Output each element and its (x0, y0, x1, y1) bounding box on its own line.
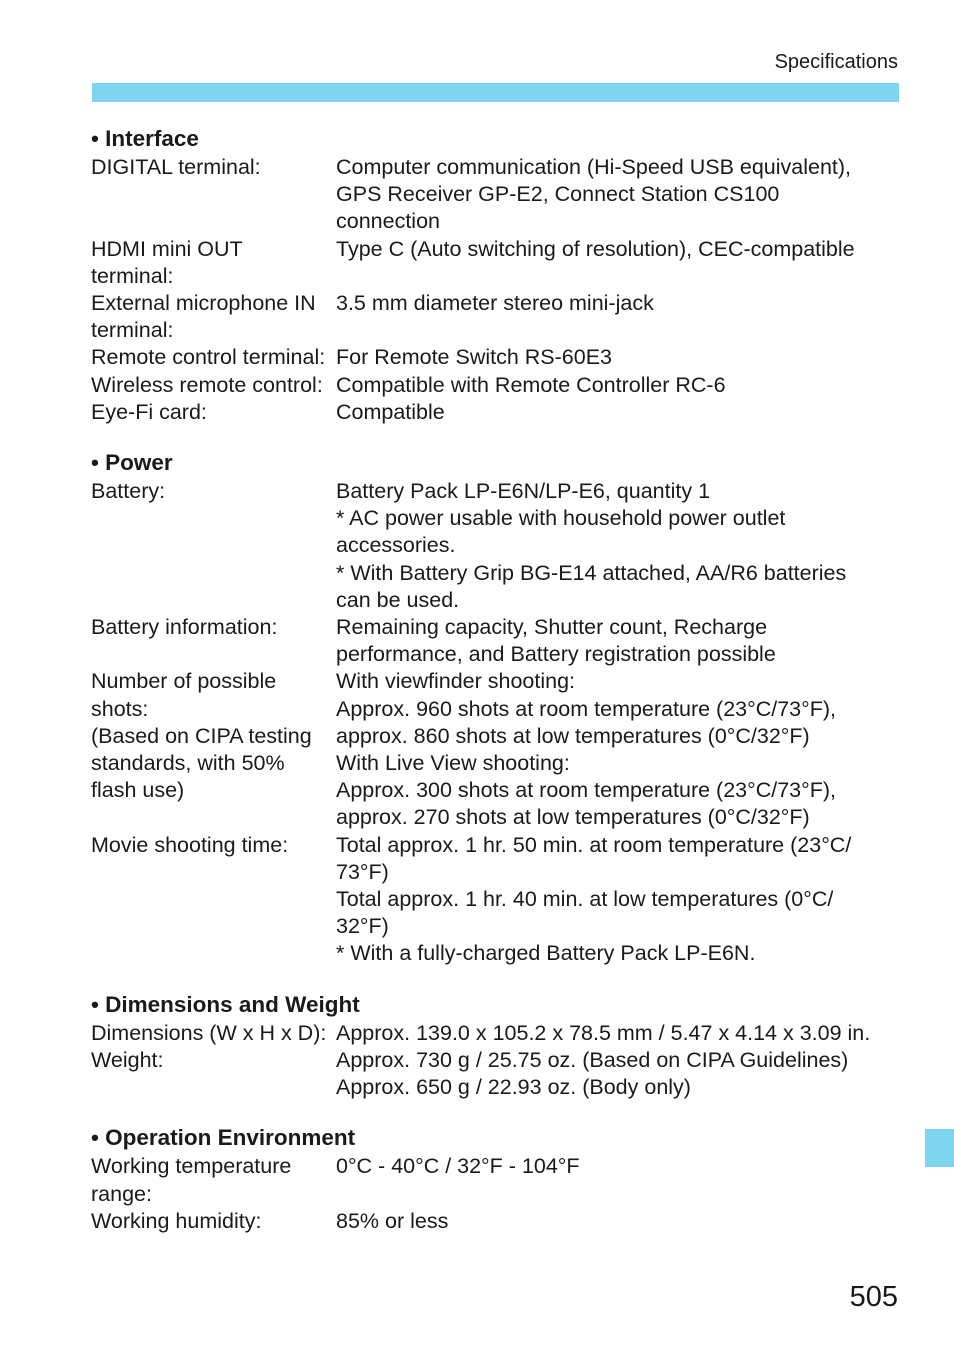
spec-label-line: DIGITAL terminal: (91, 155, 261, 179)
spec-label-line: Eye-Fi card: (91, 399, 207, 424)
spec-value-line: Approx. 960 shots at room temperature (23°C/73°F), (336, 696, 836, 721)
section-title-interface: • Interface (91, 126, 199, 151)
spec-label-line: Remote control terminal: (91, 345, 326, 370)
note-line: * With Battery Grip BG-E14 attached, AA/R6 batteries (336, 560, 847, 585)
spec-label (91, 668, 336, 831)
spec-value: 85% or less (336, 1208, 449, 1233)
spec-label: Weight: (91, 1047, 164, 1072)
spec-value (336, 236, 901, 290)
spec-value-line: With Live View shooting: (336, 751, 570, 776)
spec-label (91, 344, 336, 371)
spec-row-hdmi (91, 236, 901, 290)
spec-label-line: range: (91, 1181, 152, 1206)
spec-row-battery-info (91, 614, 901, 668)
spec-value-line: approx. 860 shots at low temperatures (0°C/32°F) (336, 723, 810, 748)
spec-value-line: GPS Receiver GP-E2, Connect Station CS100 (336, 182, 780, 207)
spec-value (336, 344, 901, 371)
spec-value-line: Compatible (336, 399, 445, 424)
note-line: can be used. (336, 587, 460, 612)
section-title-power: • Power (91, 450, 173, 476)
spec-label (91, 290, 336, 344)
spec-label: Working humidity: (91, 1208, 262, 1233)
spec-value-line: With viewfinder shooting: (336, 669, 575, 694)
spec-value-line: connection (336, 209, 440, 234)
spec-value (336, 290, 901, 344)
spec-value (336, 154, 901, 236)
spec-value-line: Battery Pack LP-E6N/LP-E6, quantity 1 (336, 479, 711, 504)
spec-value-line: 3.5 mm diameter stereo mini-jack (336, 291, 654, 316)
spec-label-line: flash use) (91, 778, 185, 803)
spec-row-digital-terminal (91, 154, 901, 236)
spec-value: 0°C - 40°C / 32°F - 104°F (336, 1154, 580, 1179)
spec-label-line: (Based on CIPA testing (91, 723, 312, 748)
spec-row-weight (91, 1047, 901, 1101)
spec-label-line: terminal: (91, 318, 174, 343)
spec-value-line: Approx. 650 g / 22.93 oz. (Body only) (336, 1075, 691, 1100)
spec-label (91, 236, 336, 290)
spec-label-line: standards, with 50% (91, 751, 285, 776)
section-title-dimensions: • Dimensions and Weight (91, 991, 360, 1017)
spec-value (336, 478, 901, 614)
running-header: Specifications (774, 51, 898, 73)
header-bar (92, 83, 899, 102)
spec-label-line: External microphone IN (91, 291, 316, 316)
spec-row-eyefi (91, 399, 901, 426)
spec-value (336, 668, 901, 831)
spec-value-line: 32°F) (336, 914, 389, 939)
dimensions-section (91, 990, 901, 1102)
note-line: * AC power usable with household power outlet (336, 506, 786, 531)
spec-label: Dimensions (W x H x D): (91, 1020, 327, 1045)
spec-value-line: Remaining capacity, Shutter count, Recharge (336, 615, 768, 640)
spec-value (336, 1047, 901, 1101)
spec-label-line: HDMI mini OUT (91, 236, 243, 261)
spec-value-line: Approx. 300 shots at room temperature (23°C/73°F), (336, 778, 836, 803)
spec-label-line: Working temperature (91, 1154, 292, 1179)
spec-value: Approx. 139.0 x 105.2 x 78.5 mm / 5.47 x 4.14 x 3.09 in. (336, 1020, 871, 1045)
spec-label (91, 1153, 336, 1207)
chapter-tab-marker (925, 1129, 954, 1167)
spec-row-movie-time (91, 832, 901, 968)
section-title-environment: • Operation Environment (91, 1125, 356, 1151)
spec-label: Battery information: (91, 615, 278, 640)
battery-note (336, 505, 901, 559)
spec-row-working-temperature (91, 1153, 901, 1207)
spec-content (91, 124, 901, 1257)
spec-label-line: Number of possible (91, 669, 277, 694)
spec-value-line: Compatible with Remote Controller RC-6 (336, 372, 726, 397)
spec-label (91, 372, 336, 399)
spec-label (91, 399, 336, 426)
spec-row-microphone (91, 290, 901, 344)
spec-value-line: Type C (Auto switching of resolution), CEC-compatible (336, 236, 855, 261)
spec-row-remote-terminal (91, 344, 901, 371)
spec-value-line: 73°F) (336, 859, 389, 884)
spec-value (336, 372, 901, 399)
environment-section (91, 1123, 901, 1235)
spec-value-line: Total approx. 1 hr. 40 min. at low temperatures (0°C/ (336, 887, 834, 912)
page-number: 505 (849, 1281, 898, 1313)
spec-label: Battery: (91, 479, 166, 504)
spec-value-line: approx. 270 shots at low temperatures (0°C/32°F) (336, 805, 810, 830)
spec-label-line: Wireless remote control: (91, 372, 323, 397)
interface-section (91, 124, 901, 426)
spec-row-dimensions (91, 1020, 901, 1047)
spec-label: Movie shooting time: (91, 832, 289, 857)
spec-row-wireless-remote (91, 372, 901, 399)
spec-value-line: For Remote Switch RS-60E3 (336, 345, 613, 370)
spec-value (336, 614, 901, 668)
note-line: accessories. (336, 533, 456, 558)
spec-value-line: Total approx. 1 hr. 50 min. at room temperature (23°C/ (336, 832, 852, 857)
spec-value-line: Approx. 730 g / 25.75 oz. (Based on CIPA Guidelines) (336, 1047, 849, 1072)
spec-label-line: terminal: (91, 263, 174, 288)
battery-note (336, 560, 901, 614)
spec-label (91, 154, 336, 236)
spec-row-possible-shots (91, 668, 901, 831)
spec-row-battery (91, 478, 901, 614)
power-section (91, 448, 901, 968)
spec-label-line: shots: (91, 696, 149, 721)
spec-value (336, 399, 901, 426)
spec-value-line: performance, and Battery registration possible (336, 642, 776, 667)
spec-value-line: Computer communication (Hi-Speed USB equivalent), (336, 155, 852, 179)
spec-row-working-humidity (91, 1208, 901, 1235)
spec-value-line: * With a fully-charged Battery Pack LP-E6N. (336, 941, 756, 966)
spec-value (336, 832, 901, 968)
